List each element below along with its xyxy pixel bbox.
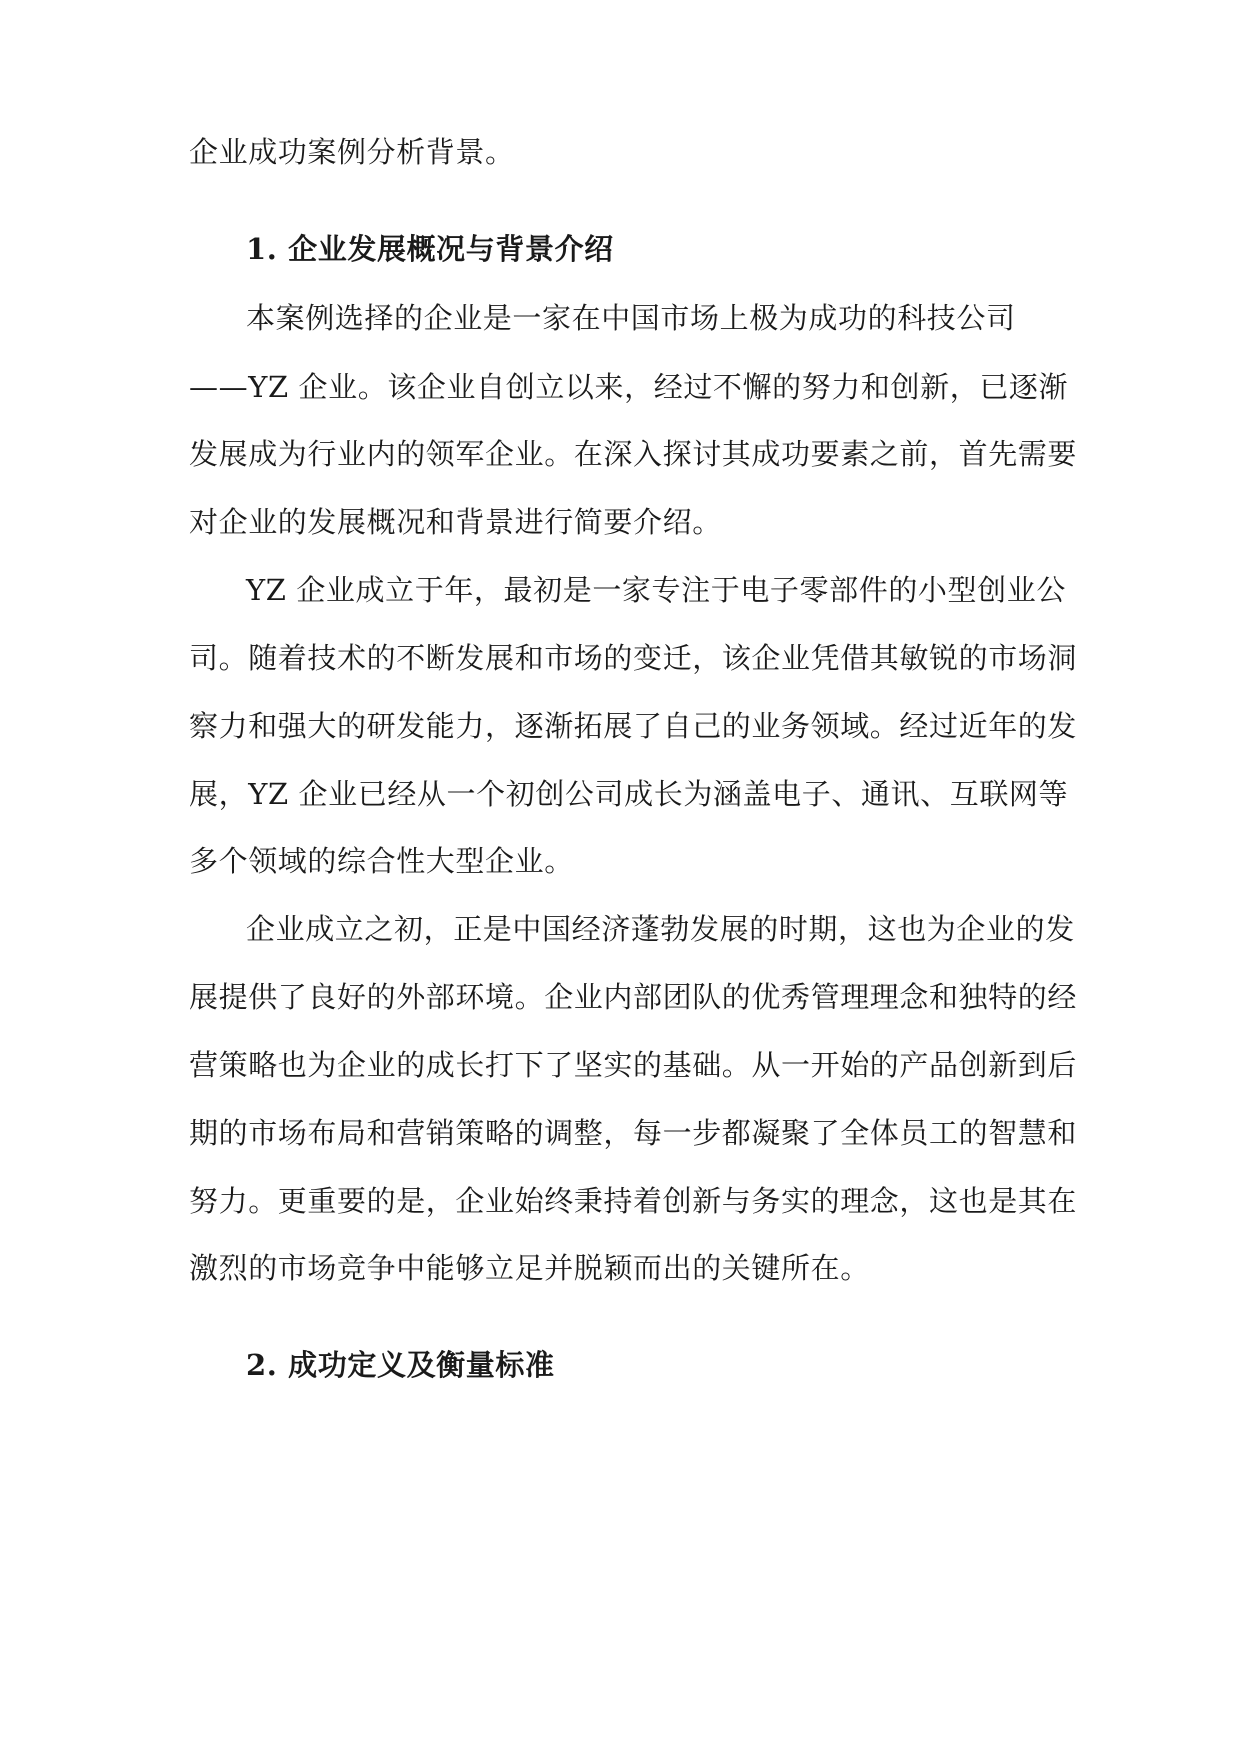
paragraph-line: YZ 企业成立于年，最初是一家专注于电子零部件的小型创业公 bbox=[246, 573, 1066, 607]
paragraph-line: 企业成立之初，正是中国经济蓬勃发展的时期，这也为企业的发 bbox=[246, 912, 1075, 946]
paragraph-line: 多个领域的综合性大型企业。 bbox=[189, 844, 574, 878]
section-1-heading: 1. 企业发展概况与背景介绍 bbox=[246, 232, 614, 266]
paragraph-line: 展提供了良好的外部环境。企业内部团队的优秀管理理念和独特的经 bbox=[189, 980, 1078, 1014]
paragraph-line: 对企业的发展概况和背景进行简要介绍。 bbox=[189, 505, 722, 539]
paragraph-line: 期的市场布局和营销策略的调整，每一步都凝聚了全体员工的智慧和 bbox=[189, 1116, 1078, 1150]
paragraph-line: 激烈的市场竞争中能够立足并脱颖而出的关键所在。 bbox=[189, 1251, 870, 1285]
intro-line: 企业成功案例分析背景。 bbox=[189, 135, 515, 169]
paragraph-line: 本案例选择的企业是一家在中国市场上极为成功的科技公司 bbox=[246, 301, 1016, 335]
paragraph-line: 司。随着技术的不断发展和市场的变迁，该企业凭借其敏锐的市场洞 bbox=[189, 641, 1078, 675]
paragraph-line: 营策略也为企业的成长打下了坚实的基础。从一开始的产品创新到后 bbox=[189, 1048, 1078, 1082]
paragraph-line: 展，YZ 企业已经从一个初创公司成长为涵盖电子、通讯、互联网等 bbox=[189, 777, 1069, 811]
section-2-heading: 2. 成功定义及衡量标准 bbox=[246, 1348, 555, 1382]
paragraph-line: 努力。更重要的是，企业始终秉持着创新与务实的理念，这也是其在 bbox=[189, 1184, 1078, 1218]
paragraph-line: 察力和强大的研发能力，逐渐拓展了自己的业务领域。经过近年的发 bbox=[189, 709, 1078, 743]
paragraph-line: ——YZ 企业。该企业自创立以来，经过不懈的努力和创新，已逐渐 bbox=[189, 370, 1069, 404]
paragraph-line: 发展成为行业内的领军企业。在深入探讨其成功要素之前，首先需要 bbox=[189, 437, 1078, 471]
